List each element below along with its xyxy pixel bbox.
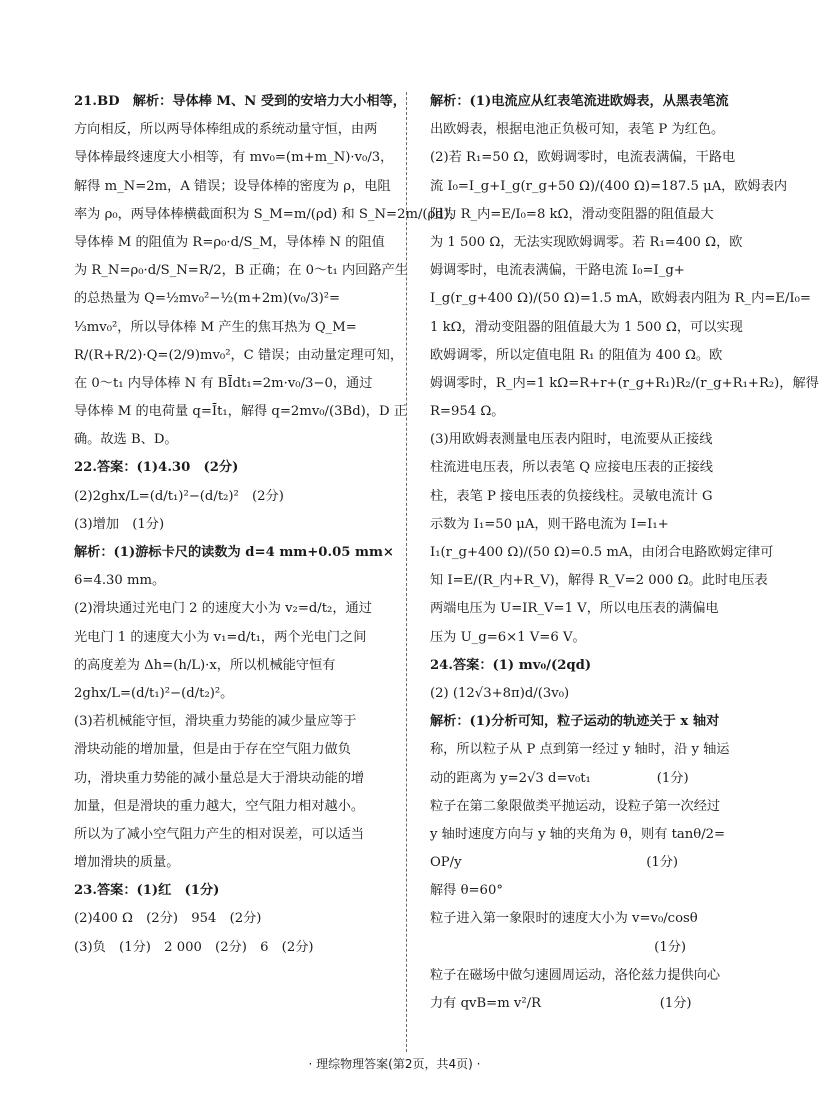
text-line: 增加滑块的质量。 (74, 855, 180, 871)
text-line: 粒子在第二象限做类平抛运动，设粒子第一次经过 (430, 798, 721, 814)
text-line: 柱流进电压表，所以表笔 Q 应接电压表的正接线 (430, 460, 713, 476)
text-line: 力有 qvB=m v²/R (1分) (430, 996, 692, 1011)
text-line: 流 I₀=I_g+I_g(r_g+50 Ω)/(400 Ω)=187.5 μA，欧姆表内 (430, 178, 788, 194)
text-line: 两端电压为 U=IR_V=1 V，所以电压表的满偏电 (430, 601, 719, 617)
text-line: 确。故选 B、D。 (74, 432, 178, 448)
text-line: 的总热量为 Q=½mv₀²−½(m+2m)(v₀/3)²= (74, 291, 341, 307)
text-line: 在 0～t₁ 内导体棒 N 有 BĪdt₁=2m·v₀/3−0，通过 (74, 375, 373, 391)
text-line: (1分) (430, 939, 687, 955)
text-line: 柱，表笔 P 接电压表的负接线柱。灵敏电流计 G (430, 488, 713, 504)
text-line: 1 kΩ，滑动变阻器的阻值最大为 1 500 Ω，可以实现 (430, 319, 743, 335)
text-line: 姆调零时，R_内=1 kΩ=R+r+(r_g+R₁)R₂/(r_g+R₁+R₂)，解得 (430, 375, 819, 391)
text-line: (3)用欧姆表测量电压表内阻时，电流要从正接线 (430, 432, 713, 448)
text-line: 欧姆调零，所以定值电阻 R₁ 的阻值为 400 Ω。欧 (430, 347, 723, 363)
text-line: 功，滑块重力势能的减小量总是大于滑块动能的增 (74, 770, 365, 786)
text-line: 率为 ρ₀，两导体棒横截面积为 S_M=m/(ρd) 和 S_N=2m/(ρd)， (74, 206, 463, 222)
text-line: 光电门 1 的速度大小为 v₁=d/t₁，两个光电门之间 (74, 629, 367, 645)
text-line: y 轴时速度方向与 y 轴的夹角为 θ，则有 tanθ/2= (430, 826, 726, 842)
text-line: (2)2ghx/L=(d/t₁)²−(d/t₂)² (2分) (74, 488, 284, 504)
text-line: 姆调零时，电流表满偏，干路电流 I₀=I_g+ (430, 263, 685, 279)
text-line: 压为 U_g=6×1 V=6 V。 (430, 629, 586, 645)
text-line: R/(R+R/2)·Q=(2/9)mv₀²，C 错误；由动量定理可知， (74, 347, 404, 363)
page-footer: · 理综物理答案(第2页，共4页) · (308, 1057, 481, 1071)
text-line: 方向相反，所以两导体棒组成的系统动量守恒，由两 (74, 122, 378, 138)
text-line: 6=4.30 mm。 (74, 573, 166, 589)
text-line: 22.答案：(1)4.30 (2分) (74, 460, 239, 476)
text-line: 滑块动能的增加量，但是由于存在空气阻力做负 (74, 742, 351, 758)
text-line: 粒子在磁场中做匀速圆周运动，洛伦兹力提供向心 (430, 967, 721, 983)
text-line: 称，所以粒子从 P 点到第一经过 y 轴时，沿 y 轴运 (430, 742, 730, 758)
text-line: I₁(r_g+400 Ω)/(50 Ω)=0.5 mA，由闭合电路欧姆定律可 (430, 545, 774, 560)
text-line: OP/y (1分) (430, 855, 679, 871)
left-column (74, 88, 463, 962)
text-line: 动的距离为 y=2√3 d=v₀t₁ (1分) (430, 770, 689, 786)
text-line: ⅓mv₀²，所以导体棒 M 产生的焦耳热为 Q_M= (74, 319, 357, 335)
text-line: 的高度差为 Δh=(h/L)·x，所以机械能守恒有 (74, 657, 336, 673)
text-line: 为 R_N=ρ₀·d/S_N=R/2，B 正确；在 0～t₁ 内回路产生 (74, 263, 408, 279)
right-column (430, 88, 819, 1018)
text-line: 粒子进入第一象限时的速度大小为 v=v₀/cosθ (430, 911, 698, 927)
text-line: 24.答案：(1) mv₀/(2qd) (430, 657, 592, 673)
text-line: (2) (12√3+8π)d/(3v₀) (430, 685, 570, 701)
text-line: 解析：(1)电流应从红表笔流进欧姆表，从黑表笔流 (430, 94, 729, 109)
text-line: 加量，但是滑块的重力越大，空气阻力相对越小。 (74, 798, 365, 814)
text-line: 示数为 I₁=50 μA，则干路电流为 I=I₁+ (430, 516, 669, 532)
text-line: (2)若 R₁=50 Ω，欧姆调零时，电流表满偏，干路电 (430, 150, 736, 166)
column-divider (406, 92, 407, 1052)
text-line: 解析：(1)游标卡尺的读数为 d=4 mm+0.05 mm× (74, 545, 394, 560)
text-line: 为 1 500 Ω，无法实现欧姆调零。若 R₁=400 Ω，欧 (430, 234, 743, 250)
text-line: 解析：(1)分析可知，粒子运动的轨迹关于 x 轴对 (430, 714, 720, 730)
text-line: (2)400 Ω (2分) 954 (2分) (74, 911, 262, 927)
text-line: 阻为 R_内=E/I₀=8 kΩ，滑动变阻器的阻值最大 (430, 206, 714, 222)
text-line: I_g(r_g+400 Ω)/(50 Ω)=1.5 mA，欧姆表内阻为 R_内=E/I₀= (430, 291, 811, 307)
text-line: 解得 m_N=2m，A 错误；设导体棒的密度为 ρ，电阻 (74, 178, 391, 194)
text-line: 2ghx/L=(d/t₁)²−(d/t₂)²。 (74, 685, 234, 701)
text-line: (2)滑块通过光电门 2 的速度大小为 v₂=d/t₂，通过 (74, 601, 372, 617)
text-line: (3)若机械能守恒，滑块重力势能的减少量应等于 (74, 714, 357, 730)
text-line: 知 I=E/(R_内+R_V)，解得 R_V=2 000 Ω。此时电压表 (430, 573, 768, 589)
text-line: 导体棒 M 的电荷量 q=Īt₁，解得 q=2mv₀/(3Bd)，D 正 (74, 404, 407, 420)
text-line: (3)负 (1分) 2 000 (2分) 6 (2分) (74, 939, 314, 955)
text-line: 所以为了减小空气阻力产生的相对误差，可以适当 (74, 826, 365, 842)
text-line: 23.答案：(1)红 (1分) (74, 883, 220, 899)
text-line: 导体棒 M 的阻值为 R=ρ₀·d/S_M，导体棒 N 的阻值 (74, 234, 385, 250)
text-line: 21.BD 解析：导体棒 M、N 受到的安培力大小相等， (74, 94, 406, 109)
text-line: (3)增加 (1分) (74, 516, 165, 532)
text-line: 解得 θ=60° (430, 883, 503, 899)
text-line: R=954 Ω。 (430, 404, 505, 420)
text-line: 出欧姆表，根据电池正负极可知，表笔 P 为红色。 (430, 122, 725, 138)
text-line: 导体棒最终速度大小相等，有 mv₀=(m+m_N)·v₀/3， (74, 150, 394, 166)
